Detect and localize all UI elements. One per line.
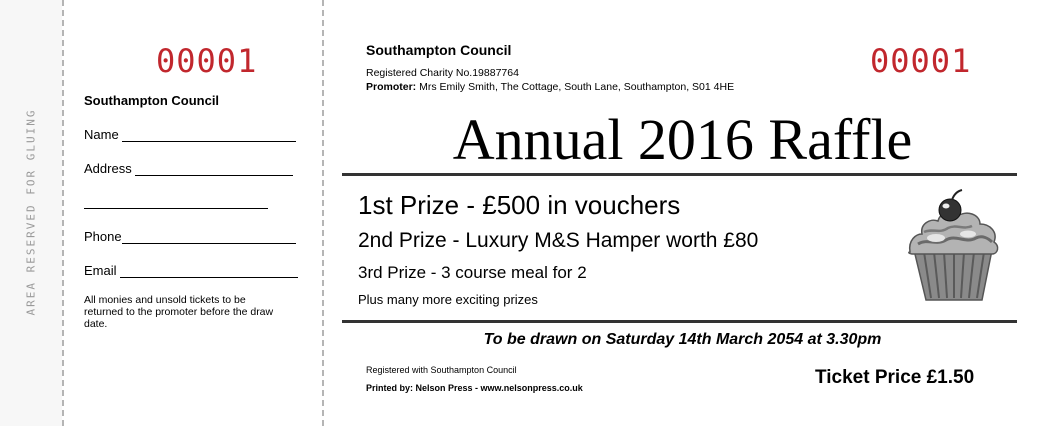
raffle-title: Annual 2016 Raffle	[452, 107, 913, 172]
ticket-price: Ticket Price £1.50	[815, 367, 975, 388]
printed-by: Printed by: Nelson Press - www.nelsonpress.co.uk	[366, 383, 583, 393]
first-prize: 1st Prize - £500 in vouchers	[358, 190, 681, 220]
email-label: Email	[84, 263, 117, 278]
phone-label: Phone	[84, 229, 122, 244]
promoter-value: Mrs Emily Smith, The Cottage, South Lane, Southampton, S01 4HE	[416, 81, 735, 93]
glue-strip-label: AREA RESERVED FOR GLUING	[24, 108, 38, 316]
main-org-name: Southampton Council	[366, 42, 512, 58]
promoter-label: Promoter:	[366, 81, 417, 93]
address-line-2[interactable]	[84, 208, 268, 209]
stub-org-name: Southampton Council	[84, 93, 220, 108]
glue-strip	[0, 0, 62, 426]
phone-line	[122, 242, 296, 244]
main-ticket-number: 00001	[870, 42, 972, 80]
phone-field[interactable]	[84, 229, 296, 244]
more-prizes: Plus many more exciting prizes	[358, 292, 538, 307]
perforation-right	[322, 0, 324, 426]
address-line	[135, 174, 293, 176]
third-prize: 3rd Prize - 3 course meal for 2	[358, 263, 587, 282]
perforation-left	[62, 0, 64, 426]
email-line	[120, 276, 298, 278]
charity-number: Registered Charity No.19887764	[366, 67, 519, 79]
draw-date: To be drawn on Saturday 14th March 2054 at 3.30pm	[483, 331, 882, 348]
divider-top	[342, 173, 1017, 176]
email-field[interactable]	[84, 263, 298, 278]
address-label: Address	[84, 161, 132, 176]
divider-bottom	[342, 320, 1017, 323]
name-label: Name	[84, 127, 119, 142]
stub-ticket-number: 00001	[156, 42, 258, 80]
promoter-line	[366, 81, 734, 93]
second-prize: 2nd Prize - Luxury M&S Hamper worth £80	[358, 229, 759, 252]
stub-note: All monies and unsold tickets to be returned to the promoter before the draw date.	[84, 294, 274, 330]
registered-text: Registered with Southampton Council	[366, 365, 517, 375]
cupcake-icon	[906, 188, 1002, 304]
